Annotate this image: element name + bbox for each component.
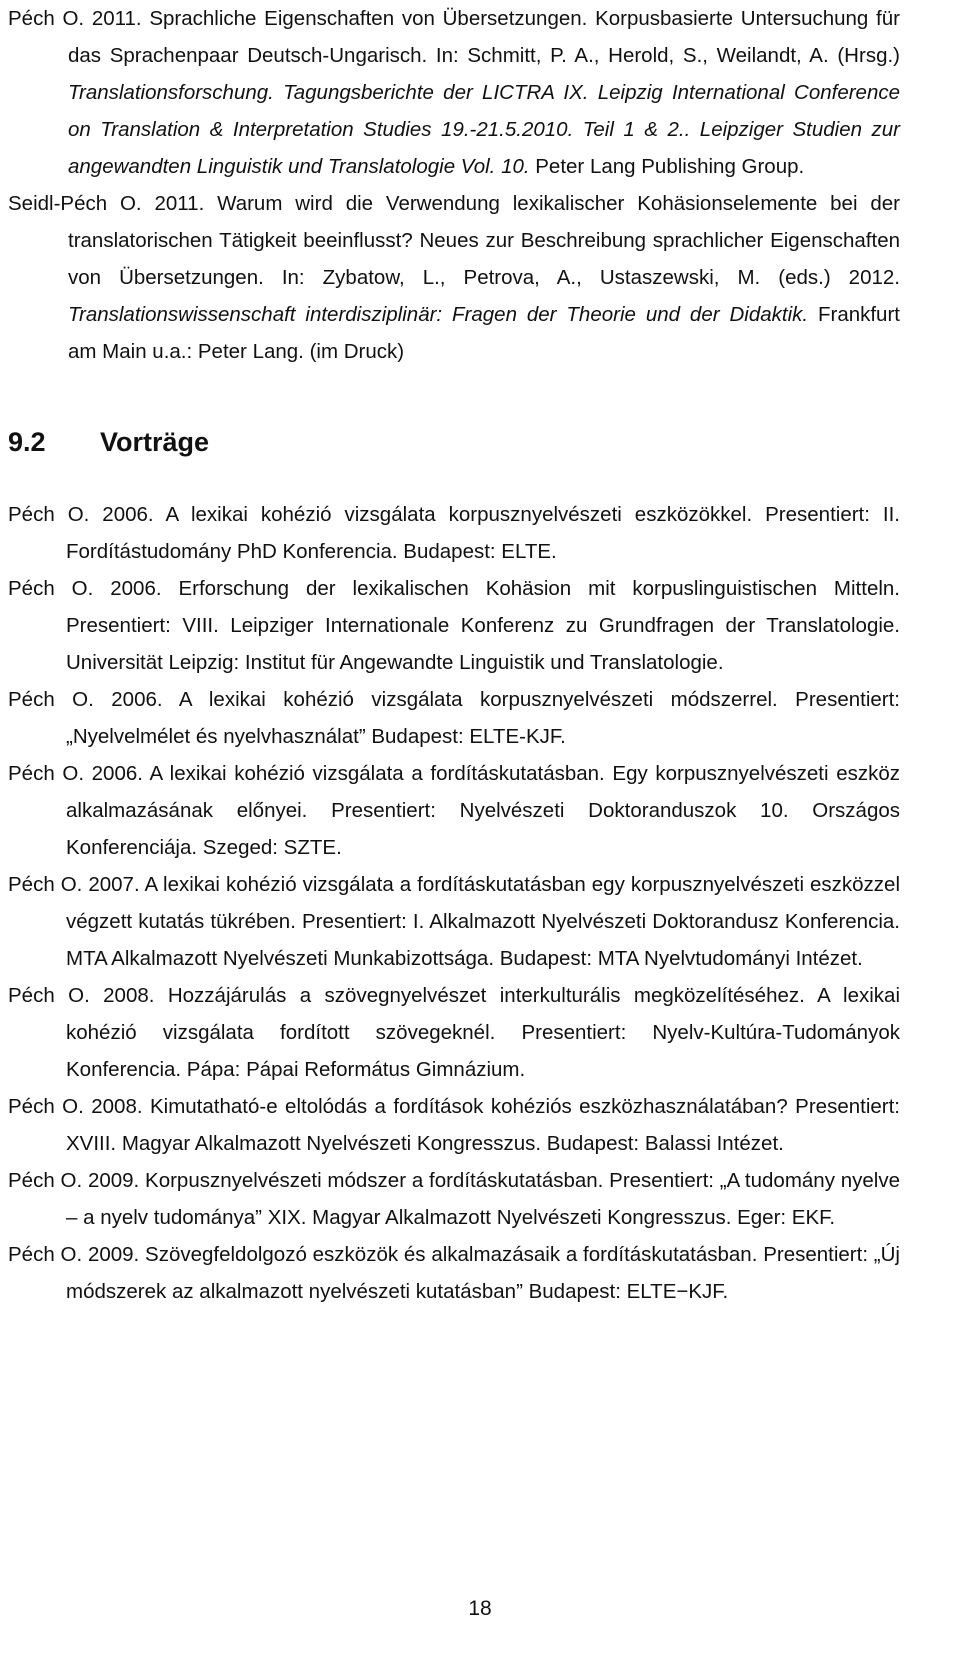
- publication-list: [8, 0, 900, 370]
- talks-list: [8, 496, 900, 1310]
- talk-entry: Péch O. 2006. A lexikai kohézió vizsgálata a fordításkutatásban. Egy korpusznyelvészeti eszköz alkalmazásának előnyei. Presentiert: Nyelvészeti Doktoranduszok 10. Országos Konferenciája. Szeged: SZTE.: [8, 762, 900, 859]
- talk-entry: Péch O. 2006. Erforschung der lexikalischen Kohäsion mit korpuslinguistischen Mitteln. Presentiert: VIII. Leipziger Internationale Konferenz zu Grundfragen der Translatologie. Universität Leipzig: Institut für Angewandte Linguistik und Translatologie.: [8, 577, 900, 674]
- reference-text: Péch O. 2011. Sprachliche Eigenschaften von Übersetzungen. Korpusbasierte Untersuchung für das Sprachenpaar Deutsch-Ungarisch. In: Schmitt, P. A., Herold, S., Weilandt, A. (Hrsg.): [8, 7, 900, 67]
- page-number: 18: [468, 1597, 492, 1620]
- reference-title-italic: Translationsforschung. Tagungsberichte der LICTRA IX. Leipzig International Conference on Translation & Interpretation Studies 19.-21.5.2010. Teil 1 & 2.. Leipziger Studien zur angewandten Linguistik und Translatologie Vol. 10.: [68, 81, 900, 178]
- talk-entry: Péch O. 2009. Korpusznyelvészeti módszer a fordításkutatásban. Presentiert: „A tudomány nyelve – a nyelv tudománya” XIX. Magyar Alkalmazott Nyelvészeti Kongresszus. Eger: EKF.: [8, 1169, 900, 1229]
- reference-publisher: Frankfurt am Main u.a.: Peter Lang. (im Druck): [68, 303, 900, 363]
- reference-title-italic: Translationswissenschaft interdisziplinär: Fragen der Theorie und der Didaktik.: [68, 303, 809, 326]
- reference-text: Seidl-Péch O. 2011. Warum wird die Verwendung lexikalischer Kohäsionselemente bei der translatorischen Tätigkeit beeinflusst? Neues zur Beschreibung sprachlicher Eigenschaften von Übersetzungen. In: Zybatow, L., Petrova, A., Ustaszewski, M. (eds.) 2012.: [8, 192, 900, 289]
- talk-entry: Péch O. 2006. A lexikai kohézió vizsgálata korpusznyelvészeti eszközökkel. Presentiert: II. Fordítástudomány PhD Konferencia. Budapest: ELTE.: [8, 503, 900, 563]
- talk-entry: Péch O. 2006. A lexikai kohézió vizsgálata korpusznyelvészeti módszerrel. Presentiert: „Nyelvelmélet és nyelvhasználat” Budapest: ELTE-KJF.: [8, 688, 900, 748]
- talk-entry: Péch O. 2008. Kimutatható-e eltolódás a fordítások kohéziós eszközhasználatában? Presentiert: XVIII. Magyar Alkalmazott Nyelvészeti Kongresszus. Budapest: Balassi Intézet.: [8, 1095, 900, 1155]
- section-title: Vorträge: [100, 427, 210, 457]
- section-heading: [8, 422, 209, 462]
- section-number: 9.2: [8, 427, 46, 457]
- reference-publisher: Peter Lang Publishing Group.: [529, 155, 805, 178]
- reference-entry: [8, 0, 900, 185]
- talk-entry: Péch O. 2009. Szövegfeldolgozó eszközök és alkalmazásaik a fordításkutatásban. Presentiert: „Új módszerek az alkalmazott nyelvészeti kutatásban” Budapest: ELTE−KJF.: [8, 1243, 900, 1303]
- talk-entry: Péch O. 2008. Hozzájárulás a szövegnyelvészet interkulturális megközelítéséhez. A lexikai kohézió vizsgálata fordított szövegeknél. Presentiert: Nyelv-Kultúra-Tudományok Konferencia. Pápa: Pápai Református Gimnázium.: [8, 984, 900, 1081]
- reference-entry: [8, 185, 900, 370]
- talk-entry: Péch O. 2007. A lexikai kohézió vizsgálata a fordításkutatásban egy korpusznyelvészeti eszközzel végzett kutatás tükrében. Presentiert: I. Alkalmazott Nyelvészeti Doktorandusz Konferencia. MTA Alkalmazott Nyelvészeti Munkabizottsága. Budapest: MTA Nyelvtudományi Intézet.: [8, 873, 900, 970]
